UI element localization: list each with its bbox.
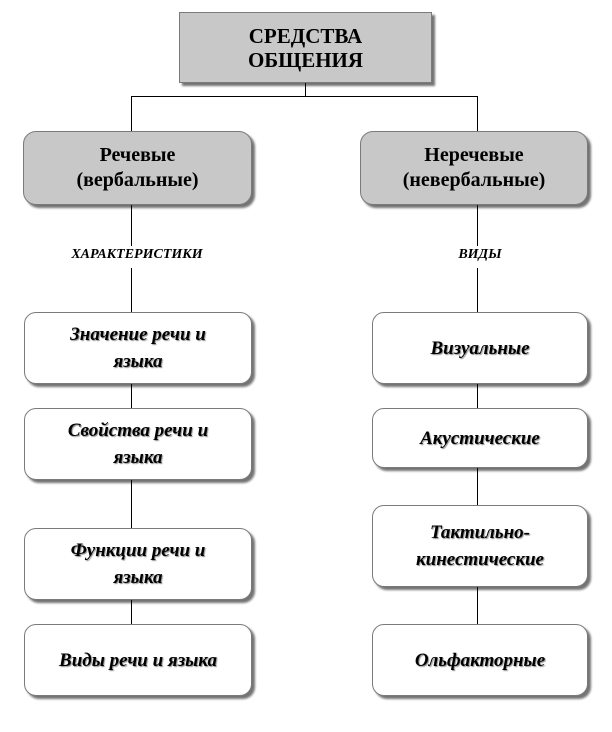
nonverbal-item-tactile-line-1: Тактильно- [430,522,530,543]
nonverbal-item-tactile [372,505,588,587]
verbal-item-functions-line-2: языка [113,567,163,588]
section-label-types: ВИДЫ [458,247,502,262]
verbal-item-functions [24,528,252,600]
nonverbal-item-tactile-line-2: кинестические [416,549,544,570]
category-nonverbal [360,131,588,205]
verbal-item-properties-line-1: Свойства речи и [67,420,209,441]
nonverbal-item-visual-line-1: Визуальные [430,337,530,359]
verbal-item-meaning [24,312,252,384]
verbal-item-properties-line-2: языка [113,447,163,468]
verbal-item-functions-line-1: Функции речи и [70,540,206,561]
nonverbal-item-visual [372,312,588,384]
verbal-item-meaning-line-2: языка [113,351,163,372]
section-label-characteristics: ХАРАКТЕРИСТИКИ [71,247,203,262]
nonverbal-item-acoustic-line-1: Акустические [420,427,540,449]
verbal-item-properties [24,408,252,480]
title-box [179,12,432,83]
title-line-1: СРЕДСТВА [248,23,363,48]
verbal-item-kinds-line-1: Виды речи и языка [59,649,217,671]
category-verbal [23,131,252,205]
title-line-2: ОБЩЕНИЯ [247,47,364,72]
category-verbal-line-1: Речевые [99,144,176,166]
verbal-item-meaning-line-1: Значение речи и [70,324,206,345]
nonverbal-item-olfactory [372,624,588,696]
nonverbal-item-acoustic [372,408,588,468]
verbal-item-kinds [24,624,252,696]
nonverbal-item-olfactory-line-1: Ольфакторные [414,649,546,671]
category-nonverbal-line-2: (невербальные) [402,169,546,191]
category-nonverbal-line-1: Неречевые [424,144,524,166]
category-verbal-line-2: (вербальные) [76,169,199,191]
